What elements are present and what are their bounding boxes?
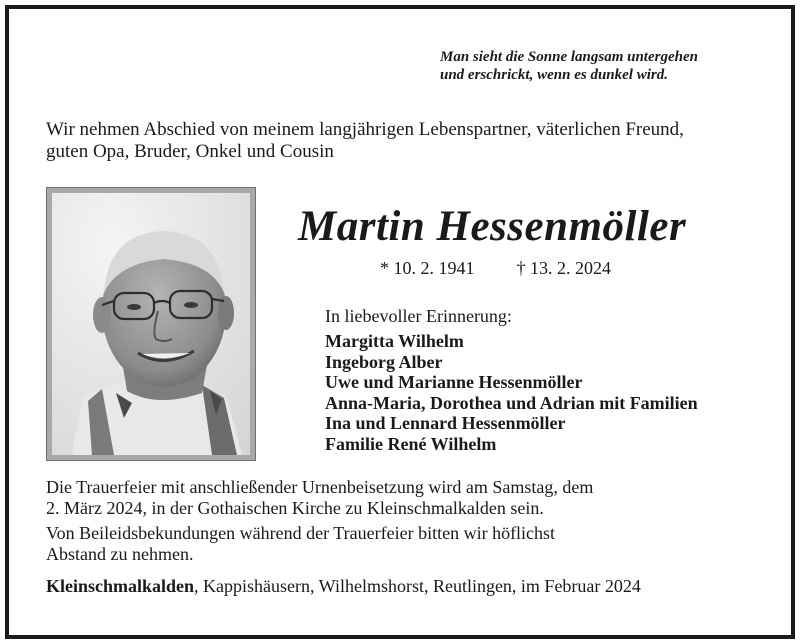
portrait-image <box>52 193 250 455</box>
deceased-name: Martin Hessenmöller <box>298 203 687 250</box>
intro-text <box>46 119 766 163</box>
death-date: † 13. 2. 2024 <box>516 258 611 278</box>
condolence-line-1: Von Beileidsbekundungen während der Trauerfeier bitten wir höflichst <box>46 523 556 543</box>
intro-line-2: guten Opa, Bruder, Onkel und Cousin <box>46 141 334 162</box>
life-dates <box>380 257 611 279</box>
portrait-photo <box>46 187 256 461</box>
mourner-item: Ingeborg Alber <box>325 351 443 372</box>
place-main: Kleinschmalkalden <box>46 576 195 596</box>
motto-quote <box>440 48 698 84</box>
mourner-item: Ina und Lennard Hessenmöller <box>325 413 566 433</box>
motto-line-1: Man sieht die Sonne langsam untergehen <box>440 49 698 65</box>
birth-date: * 10. 2. 1941 <box>380 258 475 278</box>
ceremony-notice <box>46 477 756 519</box>
intro-line-1: Wir nehmen Abschied von meinem langjährigen Lebenspartner, väterlichen Freund, <box>46 119 684 140</box>
ceremony-line-2: 2. März 2024, in der Gothaischen Kirche zu Kleinschmalkalden sein. <box>46 498 544 518</box>
memory-label: In liebevoller Erinnerung: <box>325 306 512 326</box>
mourner-item: Familie René Wilhelm <box>325 433 497 454</box>
motto-line-2: und erschrickt, wenn es dunkel wird. <box>440 67 668 83</box>
mourner-item: Margitta Wilhelm <box>325 331 464 351</box>
mourner-item: Uwe und Marianne Hessenmöller <box>325 372 583 392</box>
place-and-date <box>46 575 641 597</box>
condolence-line-2: Abstand zu nehmen. <box>46 544 194 564</box>
place-rest: , Kappishäusern, Wilhelmshorst, Reutlingen, im Februar 2024 <box>194 576 641 596</box>
ceremony-line-1: Die Trauerfeier mit anschließender Urnenbeisetzung wird am Samstag, dem <box>46 477 594 497</box>
condolence-notice <box>46 523 756 565</box>
mourner-item: Anna-Maria, Dorothea und Adrian mit Familien <box>325 392 698 413</box>
mourner-list <box>325 331 698 454</box>
